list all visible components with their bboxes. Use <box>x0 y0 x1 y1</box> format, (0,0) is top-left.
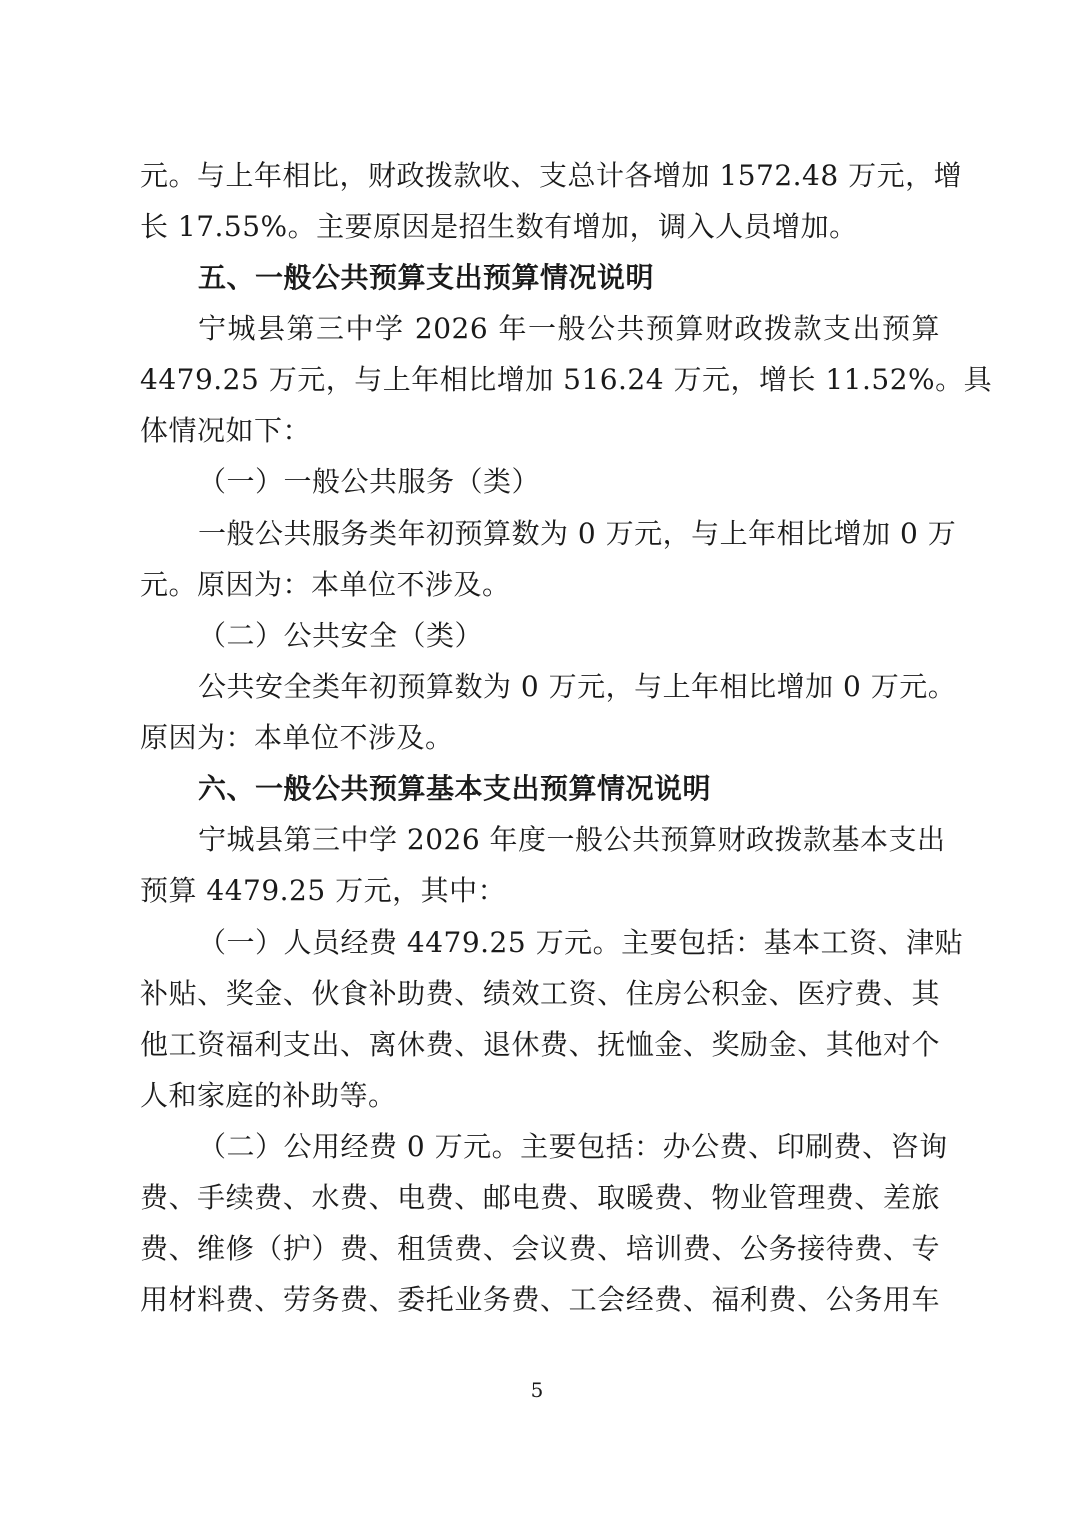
paragraph-line: 费、维修（护）费、租赁费、会议费、培训费、公务接待费、专 <box>140 1232 940 1265</box>
paragraph-line: 元。原因为：本单位不涉及。 <box>140 568 511 601</box>
subsection-heading: （一）一般公共服务（类） <box>198 465 541 498</box>
paragraph-line: 一般公共服务类年初预算数为 0 万元，与上年相比增加 0 万 <box>198 517 957 550</box>
subsection-heading: （二）公共安全（类） <box>198 619 484 652</box>
paragraph-line: 宁城县第三中学 2026 年一般公共预算财政拨款支出预算 <box>198 312 940 345</box>
paragraph-line: （二）公用经费 0 万元。主要包括：办公费、印刷费、咨询 <box>198 1130 948 1163</box>
paragraph-line: 4479.25 万元，与上年相比增加 516.24 万元，增长 11.52%。具 <box>140 363 993 396</box>
paragraph-line: 费、手续费、水费、电费、邮电费、取暖费、物业管理费、差旅 <box>140 1181 940 1214</box>
paragraph-line: 长 17.55%。主要原因是招生数有增加，调入人员增加。 <box>140 210 858 243</box>
paragraph-line: 宁城县第三中学 2026 年度一般公共预算财政拨款基本支出 <box>198 823 946 856</box>
section-heading-six: 六、一般公共预算基本支出预算情况说明 <box>198 772 712 805</box>
paragraph-line: 用材料费、劳务费、委托业务费、工会经费、福利费、公务用车 <box>140 1283 940 1316</box>
paragraph-line: 人和家庭的补助等。 <box>140 1079 397 1112</box>
paragraph-line: 体情况如下： <box>140 414 312 447</box>
page-number: 5 <box>530 1378 544 1402</box>
paragraph-line: 补贴、奖金、伙食补助费、绩效工资、住房公积金、医疗费、其 <box>140 977 940 1010</box>
paragraph-line: （一）人员经费 4479.25 万元。主要包括：基本工资、津贴 <box>198 926 964 959</box>
paragraph-line: 公共安全类年初预算数为 0 万元，与上年相比增加 0 万元。 <box>198 670 957 703</box>
paragraph-line: 原因为：本单位不涉及。 <box>140 721 454 754</box>
paragraph-line: 他工资福利支出、离休费、退休费、抚恤金、奖励金、其他对个 <box>140 1028 940 1061</box>
paragraph-line: 预算 4479.25 万元，其中： <box>140 874 507 907</box>
paragraph-line: 元。与上年相比，财政拨款收、支总计各增加 1572.48 万元，增 <box>140 159 963 192</box>
section-heading-five: 五、一般公共预算支出预算情况说明 <box>198 261 655 294</box>
